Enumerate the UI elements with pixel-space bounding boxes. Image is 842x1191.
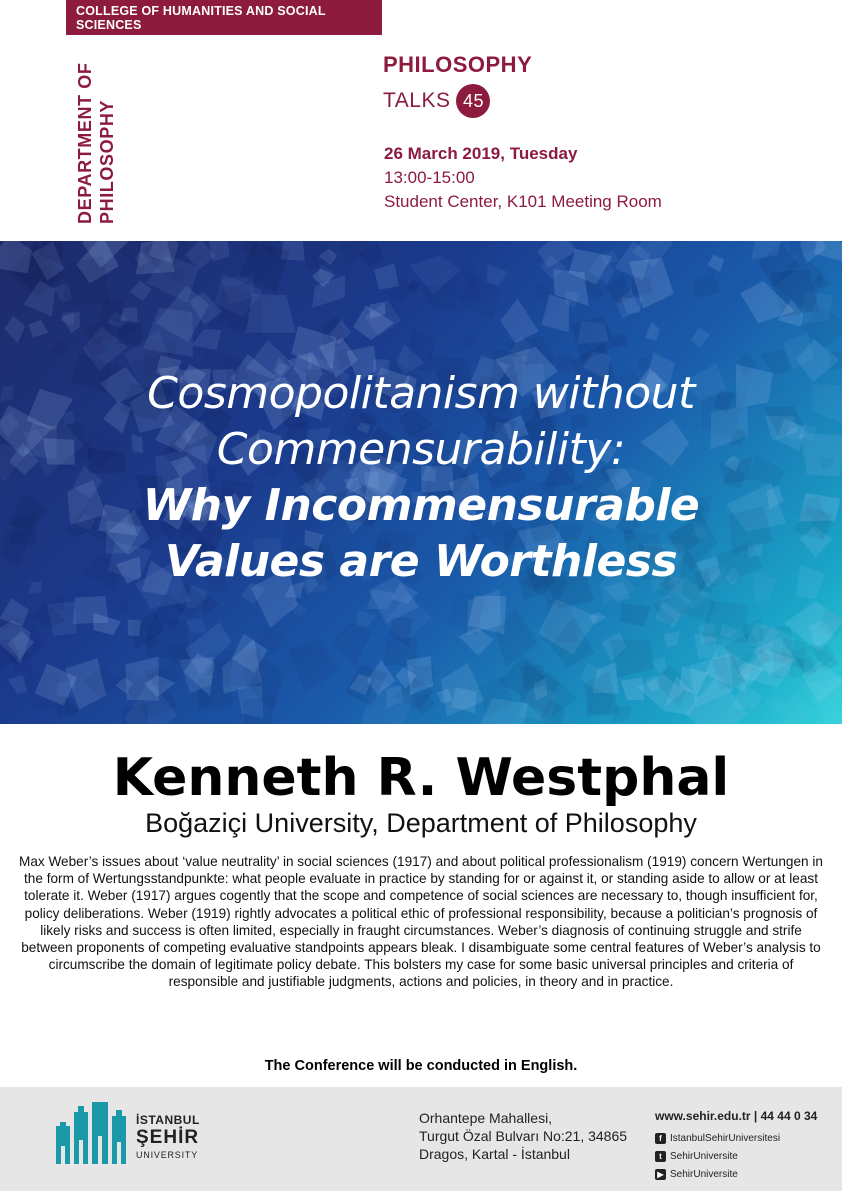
- shard-shape: [0, 241, 32, 273]
- shard-shape: [814, 241, 842, 262]
- shard-shape: [332, 622, 372, 666]
- shard-shape: [664, 631, 680, 648]
- event-date: 26 March 2019, Tuesday: [384, 144, 578, 163]
- address-line-3: Dragos, Kartal - İstanbul: [419, 1146, 570, 1162]
- series-title: PHILOSOPHY: [383, 52, 533, 77]
- college-band: [66, 0, 382, 35]
- phone-number: 44 44 0 34: [760, 1109, 818, 1123]
- shard-shape: [302, 241, 331, 271]
- university-logo-icon: [56, 1102, 132, 1164]
- series-subtitle: [383, 84, 490, 118]
- separator: |: [753, 1109, 758, 1123]
- facebook-row[interactable]: [655, 1129, 817, 1147]
- web-phone-line: [655, 1109, 817, 1123]
- shard-shape: [28, 320, 48, 338]
- language-note: The Conference will be conducted in English.: [264, 1058, 578, 1074]
- event-place: Student Center, K101 Meeting Room: [384, 192, 662, 211]
- address-line-1: Orhantepe Mahallesi,: [419, 1110, 553, 1126]
- footer: [0, 1087, 842, 1191]
- department-line-1: DEPARTMENT OF: [75, 62, 95, 224]
- college-name: COLLEGE OF HUMANITIES AND SOCIAL SCIENCES: [76, 3, 326, 32]
- facebook-handle: IstanbulSehirUniversitesi: [670, 1132, 781, 1144]
- shard-shape: [357, 610, 377, 628]
- twitter-handle: SehirUniversite: [670, 1150, 738, 1162]
- department-label: [74, 52, 134, 224]
- contact-block: [655, 1109, 817, 1183]
- shard-shape: [115, 598, 131, 615]
- logo-line-1: İSTANBUL: [136, 1113, 200, 1127]
- shard-shape: [577, 321, 608, 344]
- series-number-badge: 45: [456, 84, 490, 118]
- shard-shape: [146, 619, 191, 658]
- shard-shape: [463, 332, 476, 348]
- facebook-icon: f: [655, 1133, 666, 1144]
- shard-shape: [611, 640, 655, 678]
- speaker-name: Kenneth R. Westphal: [112, 748, 730, 808]
- talk-title-line-1: Cosmopolitanism without: [147, 368, 695, 419]
- shard-shape: [8, 675, 27, 694]
- logo-line-2: ŞEHİR: [136, 1127, 200, 1148]
- shard-shape: [707, 255, 724, 273]
- shard-shape: [50, 340, 68, 357]
- logo-line-3: UNIVERSITY: [136, 1150, 199, 1160]
- shard-shape: [4, 316, 25, 343]
- shard-shape: [620, 603, 651, 627]
- youtube-row[interactable]: [655, 1165, 817, 1183]
- shard-shape: [691, 328, 711, 348]
- twitter-icon: t: [655, 1151, 666, 1162]
- talk-subtitle-line-2: Values are Worthless: [164, 536, 678, 587]
- series-sub-label: TALKS: [383, 89, 451, 112]
- shard-shape: [288, 640, 338, 692]
- abstract-text: Max Weber’s issues about ‘value neutrality’ in social sciences (1917) and about political professionalism (1919) concern Wertungen in the form of Wertungsstandpunkte: what people evaluate in practice by standing for or against it, or standing aside to allow or at least tolerate it. Weber (1917) argues cogently that the scope and competence of social sciences are necessary to, though insufficient for, policy deliberations. Weber (1919) rightly advocates a political ethic of professional responsibility, because a politician’s prognosis of likely risks and success is often limited, especially in fraught circumstances. Weber’s diagnosis of continuing struggle and strife between proponents of competing evaluative standpoints appears bleak. I disambiguate some central features of Weber’s analysis to circumscribe the domain of legitimate policy debate. This bolsters my case for some basic universal principles and criteria of responsible and justifiable judgments, actions and policies, in theory and in practice.: [19, 854, 823, 990]
- talk-subtitle-line-1: Why Incommensurable: [142, 480, 700, 531]
- hero-banner: [0, 241, 842, 724]
- shard-shape: [645, 322, 660, 340]
- talk-title-block: [0, 366, 842, 590]
- shard-shape: [73, 596, 108, 624]
- address-line-2: Turgut Özal Bulvarı No:21, 34865: [419, 1128, 628, 1144]
- shard-shape: [500, 299, 539, 344]
- shard-shape: [441, 663, 485, 717]
- speaker-affiliation: Boğaziçi University, Department of Philosophy: [145, 808, 697, 838]
- youtube-icon: ▶: [655, 1169, 666, 1180]
- shard-shape: [542, 294, 570, 332]
- department-line-2: PHILOSOPHY: [97, 99, 117, 224]
- event-time: 13:00-15:00: [384, 168, 475, 187]
- shard-shape: [487, 263, 508, 285]
- shard-shape: [693, 273, 721, 299]
- twitter-row[interactable]: [655, 1147, 817, 1165]
- youtube-handle: SehirUniversite: [670, 1168, 738, 1180]
- shard-shape: [128, 620, 141, 637]
- shard-shape: [209, 241, 230, 261]
- shard-shape: [191, 329, 221, 350]
- shard-shape: [116, 324, 142, 347]
- university-logo-text: [136, 1113, 200, 1163]
- address-block: [419, 1109, 627, 1163]
- shard-shape: [121, 307, 138, 322]
- website-link[interactable]: www.sehir.edu.tr: [655, 1109, 751, 1123]
- talk-title-line-2: Commensurability:: [216, 424, 626, 475]
- shard-shape: [186, 618, 206, 634]
